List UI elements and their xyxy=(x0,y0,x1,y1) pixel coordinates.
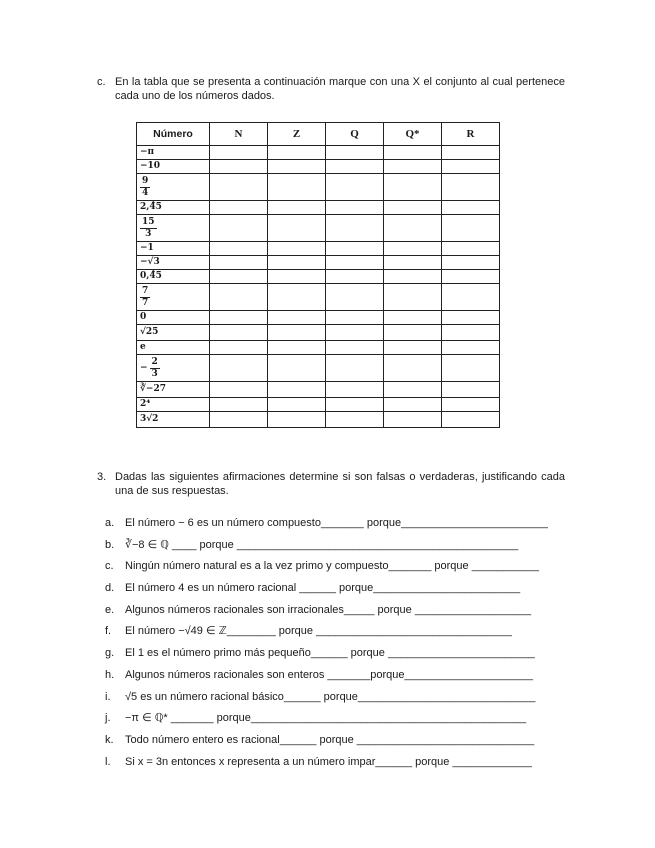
mark-cell[interactable] xyxy=(442,382,500,398)
mark-cell[interactable] xyxy=(442,256,500,270)
statement-text: Ningún número natural es a la vez primo y compuesto_______ porque ___________ xyxy=(125,560,540,573)
mark-cell[interactable] xyxy=(442,341,500,355)
mark-cell[interactable] xyxy=(210,325,268,341)
mark-cell[interactable] xyxy=(268,256,326,270)
statement-letter: b. xyxy=(105,538,115,551)
mark-cell[interactable] xyxy=(384,174,442,201)
mark-cell[interactable] xyxy=(326,256,384,270)
mark-cell[interactable] xyxy=(326,284,384,311)
mark-cell[interactable] xyxy=(268,341,326,355)
mark-cell[interactable] xyxy=(268,355,326,382)
mark-cell[interactable] xyxy=(384,412,442,428)
table-header-row xyxy=(137,123,500,146)
statement-letter: c. xyxy=(105,560,114,573)
number-cell: ∛−27 xyxy=(137,382,210,398)
mark-cell[interactable] xyxy=(326,412,384,428)
mark-cell[interactable] xyxy=(442,325,500,341)
fraction-denominator: 7 xyxy=(142,297,149,308)
table-row xyxy=(137,398,500,412)
number-cell: 0,4̂5 xyxy=(137,270,210,284)
number-cell: −1 xyxy=(137,242,210,256)
table-row xyxy=(137,382,500,398)
number-cell xyxy=(137,215,210,242)
section-3 xyxy=(97,470,565,500)
table-row xyxy=(137,174,500,201)
statement-letter: k. xyxy=(105,733,114,746)
mark-cell[interactable] xyxy=(268,270,326,284)
col-header-q: Q xyxy=(326,123,384,146)
mark-cell[interactable] xyxy=(442,146,500,160)
mark-cell[interactable] xyxy=(384,341,442,355)
mark-cell[interactable] xyxy=(442,311,500,325)
fraction-denominator: 3 xyxy=(151,368,158,379)
statement-item xyxy=(105,755,565,777)
mark-cell[interactable] xyxy=(326,215,384,242)
statement-item xyxy=(105,581,565,603)
statement-item xyxy=(105,668,565,690)
mark-cell[interactable] xyxy=(442,201,500,215)
number-sets-table xyxy=(136,122,500,428)
mark-cell[interactable] xyxy=(210,311,268,325)
statements-list xyxy=(105,516,565,776)
mark-cell[interactable] xyxy=(268,412,326,428)
mark-cell[interactable] xyxy=(268,242,326,256)
mark-cell[interactable] xyxy=(326,146,384,160)
table-row xyxy=(137,242,500,256)
number-cell: −π xyxy=(137,146,210,160)
mark-cell[interactable] xyxy=(442,242,500,256)
statement-text: √5 es un número racional básico______ porque_____________________________ xyxy=(125,690,536,703)
statement-text: −π ∈ ℚ* _______ porque_____________________________________________ xyxy=(125,712,527,725)
number-cell: −√3 xyxy=(137,256,210,270)
statement-letter: a. xyxy=(105,517,115,529)
table-row xyxy=(137,341,500,355)
table-row xyxy=(137,201,500,215)
table-row xyxy=(137,160,500,174)
statement-letter: l. xyxy=(105,755,111,768)
number-cell: 2,4̂5 xyxy=(137,201,210,215)
statement-letter: e. xyxy=(105,603,115,616)
table-row xyxy=(137,270,500,284)
mark-cell[interactable] xyxy=(384,201,442,215)
mark-cell[interactable] xyxy=(384,325,442,341)
number-cell xyxy=(137,355,210,382)
mark-cell[interactable] xyxy=(210,270,268,284)
number-cell: 2⁴ xyxy=(137,398,210,412)
table-row xyxy=(137,215,500,242)
col-header-n: N xyxy=(210,123,268,146)
statement-letter: h. xyxy=(105,668,115,681)
mark-cell[interactable] xyxy=(210,215,268,242)
statement-item xyxy=(105,733,565,755)
statement-item xyxy=(105,711,565,733)
mark-cell[interactable] xyxy=(442,398,500,412)
mark-cell[interactable] xyxy=(442,270,500,284)
statement-letter: j. xyxy=(105,712,111,725)
statement-item xyxy=(105,690,565,712)
number-cell: 3√2 xyxy=(137,412,210,428)
number-cell: √25 xyxy=(137,325,210,341)
section-3-marker: 3. xyxy=(97,471,107,483)
mark-cell[interactable] xyxy=(326,160,384,174)
fraction-numerator: 7 xyxy=(142,285,149,296)
table-row xyxy=(137,256,500,270)
col-header-q-star: Q* xyxy=(384,123,442,146)
mark-cell[interactable] xyxy=(326,311,384,325)
fraction xyxy=(150,357,160,380)
col-header-r: R xyxy=(442,123,500,146)
mark-cell[interactable] xyxy=(384,256,442,270)
mark-cell[interactable] xyxy=(326,270,384,284)
mark-cell[interactable] xyxy=(384,284,442,311)
statement-text: El número − 6 es un número compuesto_______ porque________________________ xyxy=(125,517,548,529)
mark-cell[interactable] xyxy=(384,242,442,256)
mark-cell[interactable] xyxy=(268,311,326,325)
fraction xyxy=(140,286,150,309)
mark-cell[interactable] xyxy=(326,355,384,382)
number-cell xyxy=(137,284,210,311)
statement-letter: f. xyxy=(105,625,112,638)
statement-letter: g. xyxy=(105,647,115,660)
statement-text: Algunos números racionales son enteros _______porque_____________________ xyxy=(125,668,533,681)
mark-cell[interactable] xyxy=(268,215,326,242)
mark-cell[interactable] xyxy=(210,201,268,215)
statement-text: Todo número entero es racional______ porque _____________________________ xyxy=(125,733,535,746)
mark-cell[interactable] xyxy=(210,160,268,174)
statement-text: El número 4 es un número racional ______ porque________________________ xyxy=(125,582,521,595)
fraction-denominator: 3 xyxy=(140,228,157,240)
mark-cell[interactable] xyxy=(268,284,326,311)
mark-cell[interactable] xyxy=(210,284,268,311)
statement-item xyxy=(105,516,565,538)
mark-cell[interactable] xyxy=(384,398,442,412)
statement-item xyxy=(105,624,565,646)
mark-cell[interactable] xyxy=(326,325,384,341)
mark-cell[interactable] xyxy=(326,398,384,412)
number-cell xyxy=(137,174,210,201)
mark-cell[interactable] xyxy=(384,270,442,284)
mark-cell[interactable] xyxy=(442,160,500,174)
table-row xyxy=(137,355,500,382)
mark-cell[interactable] xyxy=(268,325,326,341)
fraction xyxy=(140,176,150,199)
mark-cell[interactable] xyxy=(442,412,500,428)
mark-cell[interactable] xyxy=(384,160,442,174)
fraction-numerator: 15 xyxy=(142,216,155,227)
mark-cell[interactable] xyxy=(384,355,442,382)
number-cell: −10 xyxy=(137,160,210,174)
mark-cell[interactable] xyxy=(210,341,268,355)
fraction-prefix: − xyxy=(140,362,148,373)
mark-cell[interactable] xyxy=(326,382,384,398)
mark-cell[interactable] xyxy=(326,341,384,355)
mark-cell[interactable] xyxy=(268,174,326,201)
number-cell: e xyxy=(137,341,210,355)
statement-text: Si x = 3n entonces x representa a un número impar______ porque _____________ xyxy=(125,755,532,768)
mark-cell[interactable] xyxy=(210,242,268,256)
statement-letter: i. xyxy=(105,690,111,703)
statement-letter: d. xyxy=(105,582,115,595)
mark-cell[interactable] xyxy=(268,398,326,412)
mark-cell[interactable] xyxy=(326,201,384,215)
mark-cell[interactable] xyxy=(442,215,500,242)
mark-cell[interactable] xyxy=(268,201,326,215)
fraction-denominator: 4 xyxy=(142,187,149,198)
table-row xyxy=(137,284,500,311)
fraction xyxy=(140,217,157,240)
mark-cell[interactable] xyxy=(210,146,268,160)
table-row xyxy=(137,311,500,325)
mark-cell[interactable] xyxy=(210,355,268,382)
statement-text: El 1 es el número primo más pequeño______ porque ________________________ xyxy=(125,647,535,660)
mark-cell[interactable] xyxy=(326,242,384,256)
mark-cell[interactable] xyxy=(384,146,442,160)
table-row xyxy=(137,325,500,341)
statement-item xyxy=(105,559,565,581)
mark-cell[interactable] xyxy=(326,174,384,201)
mark-cell[interactable] xyxy=(210,174,268,201)
statement-item xyxy=(105,603,565,625)
mark-cell[interactable] xyxy=(268,382,326,398)
fraction-numerator: 2 xyxy=(151,356,158,367)
mark-cell[interactable] xyxy=(210,256,268,270)
mark-cell[interactable] xyxy=(210,412,268,428)
number-cell: 0 xyxy=(137,311,210,325)
fraction-numerator: 9 xyxy=(142,175,149,186)
section-c-marker: c. xyxy=(97,76,106,88)
section-3-text: Dadas las siguientes afirmaciones determine si son falsas o verdaderas, justificando cada una de sus respuestas. xyxy=(115,471,565,497)
statement-text: ∛−8 ∈ ℚ ____ porque ______________________________________________ xyxy=(125,538,519,551)
mark-cell[interactable] xyxy=(384,382,442,398)
statement-text: El número −√49 ∈ ℤ________ porque ________________________________ xyxy=(125,625,512,638)
col-header-z: Z xyxy=(268,123,326,146)
mark-cell[interactable] xyxy=(442,284,500,311)
mark-cell[interactable] xyxy=(268,146,326,160)
statement-item xyxy=(105,646,565,668)
section-c xyxy=(97,75,565,105)
section-c-text: En la tabla que se presenta a continuación marque con una X el conjunto al cual pertenece cada uno de los números dados. xyxy=(115,76,565,102)
mark-cell[interactable] xyxy=(384,215,442,242)
col-header-number: Número xyxy=(137,123,210,146)
mark-cell[interactable] xyxy=(442,174,500,201)
statement-text: Algunos números racionales son irracionales_____ porque ___________________ xyxy=(125,603,532,616)
mark-cell[interactable] xyxy=(384,311,442,325)
table-row xyxy=(137,146,500,160)
mark-cell[interactable] xyxy=(442,355,500,382)
table-row xyxy=(137,412,500,428)
mark-cell[interactable] xyxy=(268,160,326,174)
statement-item xyxy=(105,538,565,560)
mark-cell[interactable] xyxy=(210,382,268,398)
mark-cell[interactable] xyxy=(210,398,268,412)
